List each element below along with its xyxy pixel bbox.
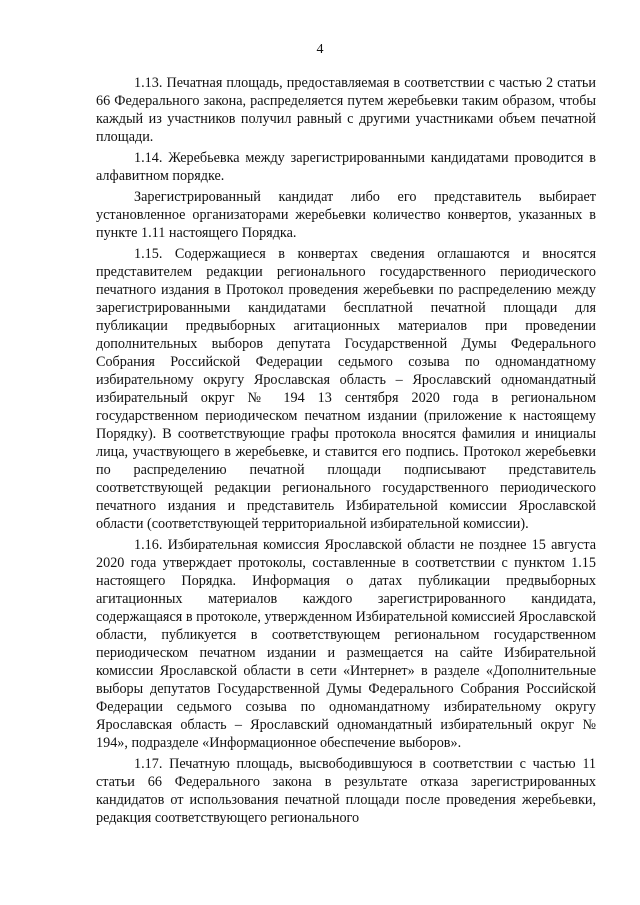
- paragraph-1-17: 1.17. Печатную площадь, высвободившуюся в соответствии с частью 11 статьи 66 Федерального закона в результате отказа зарегистрированных кандидатов от использования печатной площади после проведения жеребьевки, редакция соответствующего регионального: [96, 756, 596, 826]
- paragraph-1-14: 1.14. Жеребьевка между зарегистрированными кандидатами проводится в алфавитном порядке.: [96, 150, 596, 184]
- paragraph-1-15: 1.15. Содержащиеся в конвертах сведения оглашаются и вносятся представителем редакции регионального государственного периодического печатного издания в Протокол проведения жеребьевки по распределению между зарегистрированными кандидатами бесплатной печатной площади для публикации предвыборных агитационных материалов при проведении дополнительных выборов депутата Государственной Думы Федерального Собрания Российской Федерации седьмого созыва по одномандатному избирательному округу Ярославская область – Ярославский одномандатный избирательный округ № 194 13 сентября 2020 года в региональном государственном периодическом печатном издании (приложение к настоящему Порядку). В соответствующие графы протокола вносятся фамилия и инициалы лица, участвующего в жеребьевке, и ставится его подпись. Протокол жеребьевки по распределению печатной площади подписывают представитель соответствующей редакции регионального государственного периодического печатного издания и представитель Избирательной комиссии Ярославской области (соответствующей территориальной избирательной комиссии).: [96, 246, 596, 532]
- paragraph-1-16: 1.16. Избирательная комиссия Ярославской области не позднее 15 августа 2020 года утверждает протоколы, составленные в соответствии с пунктом 1.15 настоящего Порядка. Информация о датах публикации предвыборных агитационных материалов каждого зарегистрированного кандидата, содержащаяся в протоколе, утвержденном Избирательной комиссией Ярославской области, публикуется в соответствующем региональном государственном периодическом печатном издании и размещается на сайте Избирательной комиссии Ярославской области в сети «Интернет» в разделе «Дополнительные выборы депутатов Государственной Думы Федерального Собрания Российской Федерации седьмого созыва по одномандатному избирательному округу Ярославская область – Ярославский одномандатный избирательный округ № 194», подразделе «Информационное обеспечение выборов».: [96, 537, 596, 751]
- paragraph-candidate-envelopes: Зарегистрированный кандидат либо его представитель выбирает установленное организаторами жеребьевки количество конвертов, указанных в пункте 1.11 настоящего Порядка.: [96, 189, 596, 241]
- document-body: [96, 74, 596, 830]
- paragraph-1-13: 1.13. Печатная площадь, предоставляемая в соответствии с частью 2 статьи 66 Федерального закона, распределяется путем жеребьевки таким образом, чтобы каждый из участников получил равный с другими участниками объем печатной площади.: [96, 75, 596, 145]
- page-number: 4: [316, 42, 324, 57]
